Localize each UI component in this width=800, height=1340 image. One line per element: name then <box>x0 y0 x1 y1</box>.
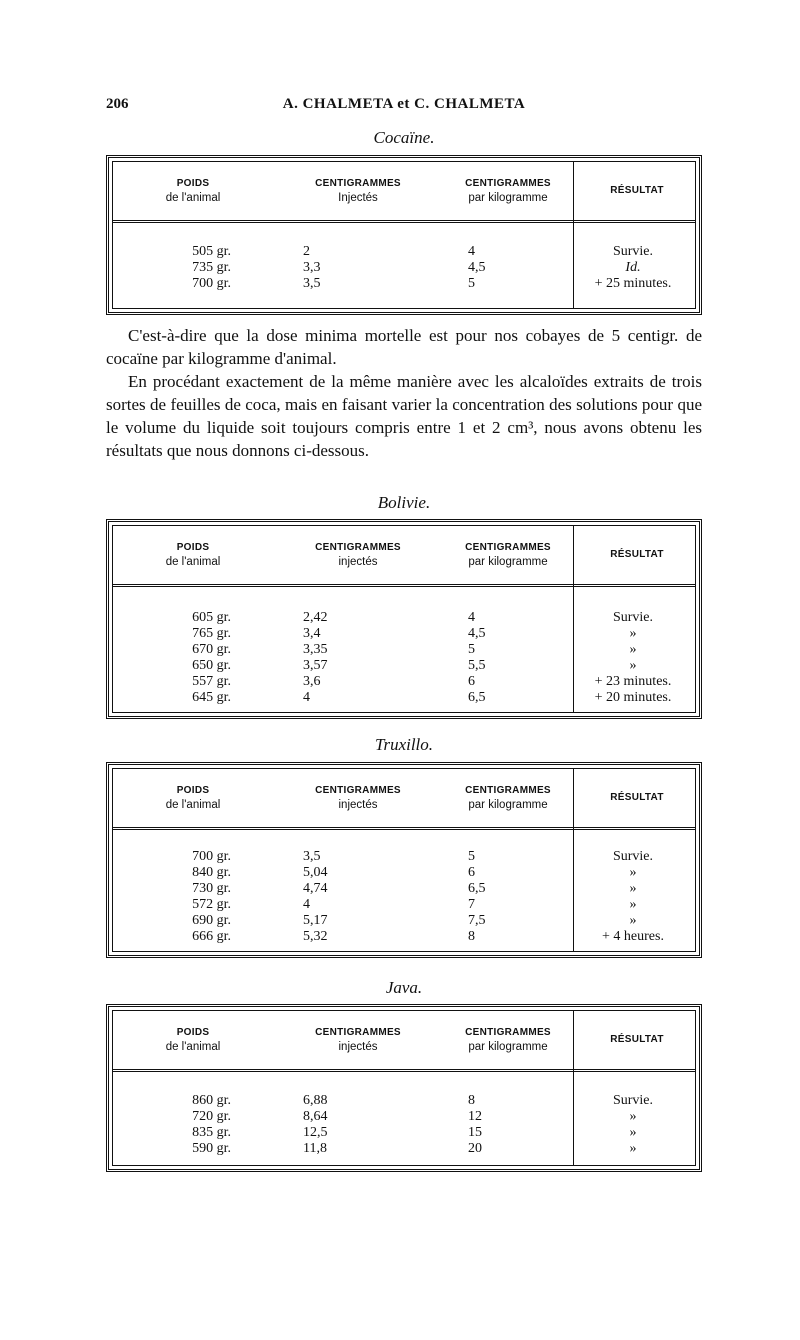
column-header-injected: CENTIGRAMMES injectés <box>315 785 401 811</box>
table-row: 700 gr. 3,5 5 + 25 minutes. <box>192 276 672 291</box>
table-cocaine <box>106 155 702 315</box>
table-row: 840 gr. 5,04 6 » <box>192 865 637 880</box>
page-number: 206 <box>106 96 129 112</box>
table-title-java: Java. <box>385 978 423 997</box>
table-row: 505 gr. 2 4 Survie. <box>192 244 654 259</box>
column-header-weight: POIDS de l'animal <box>165 785 221 811</box>
table-bolivie <box>106 519 702 719</box>
paragraph: En procédant exactement de la même manière avec les alcaloïdes extraits de trois sortes de feuilles de coca, mais en faisant varier la concentration des solutions pour que le volume du liquide soit toujours compris entre 1 et 2 cm³, nous avons obtenu les résultats que nous donnons ci-dessous. <box>106 372 702 460</box>
column-header-weight: POIDS de l'animal <box>165 178 221 204</box>
table-body <box>113 1093 695 1157</box>
column-header-per-kg: CENTIGRAMMES par kilogramme <box>465 785 551 811</box>
column-header-result: RÉSULTAT <box>610 792 664 803</box>
running-head: A. CHALMETA et C. CHALMETA <box>282 96 526 112</box>
table-row: 605 gr. 2,42 4 Survie. <box>192 610 654 625</box>
table-row: 645 gr. 4 6,5 + 20 minutes. <box>192 690 672 705</box>
table-row: 670 gr. 3,35 5 » <box>192 642 637 657</box>
table-title-bolivie: Bolivie. <box>377 493 431 512</box>
column-header-injected: CENTIGRAMMES Injectés <box>315 178 401 204</box>
table-row: 690 gr. 5,17 7,5 » <box>192 913 637 928</box>
column-header-result: RÉSULTAT <box>610 1034 664 1045</box>
table-row: 730 gr. 4,74 6,5 » <box>192 881 637 896</box>
table-header <box>113 162 695 223</box>
table-header <box>113 769 695 830</box>
table-title-cocaine: Cocaïne. <box>373 128 435 147</box>
page-header <box>106 96 702 120</box>
table-row: 650 gr. 3,57 5,5 » <box>192 658 637 673</box>
table-row: 720 gr. 8,64 12 » <box>192 1109 637 1124</box>
table-header <box>113 1011 695 1072</box>
table-row: 557 gr. 3,6 6 + 23 minutes. <box>192 674 672 689</box>
table-title-truxillo: Truxillo. <box>374 735 434 754</box>
column-header-weight: POIDS de l'animal <box>165 542 221 568</box>
table-row: 735 gr. 3,3 4,5 Id. <box>192 260 641 275</box>
paragraph: C'est-à-dire que la dose minima mortelle est pour nos cobayes de 5 centigr. de cocaïne par kilogramme d'animal. <box>106 326 702 368</box>
body-text <box>106 324 702 462</box>
table-header <box>113 526 695 587</box>
column-header-per-kg: CENTIGRAMMES par kilogramme <box>465 542 551 568</box>
column-header-weight: POIDS de l'animal <box>165 1027 221 1053</box>
table-body <box>113 244 695 292</box>
table-row: 700 gr. 3,5 5 Survie. <box>192 849 654 864</box>
table-row: 860 gr. 6,88 8 Survie. <box>192 1093 654 1108</box>
table-row: 666 gr. 5,32 8 + 4 heures. <box>192 929 664 944</box>
table-truxillo <box>106 762 702 958</box>
table-row: 590 gr. 11,8 20 » <box>192 1141 637 1156</box>
column-header-injected: CENTIGRAMMES injectés <box>315 1027 401 1053</box>
table-row: 835 gr. 12,5 15 » <box>192 1125 637 1140</box>
table-java <box>106 1004 702 1172</box>
table-row: 765 gr. 3,4 4,5 » <box>192 626 637 641</box>
column-header-result: RÉSULTAT <box>610 185 664 196</box>
column-header-per-kg: CENTIGRAMMES par kilogramme <box>465 1027 551 1053</box>
column-header-per-kg: CENTIGRAMMES par kilogramme <box>465 178 551 204</box>
column-header-injected: CENTIGRAMMES injectés <box>315 542 401 568</box>
column-header-result: RÉSULTAT <box>610 549 664 560</box>
table-body <box>113 849 695 945</box>
table-body <box>113 610 695 706</box>
table-row: 572 gr. 4 7 » <box>192 897 637 912</box>
